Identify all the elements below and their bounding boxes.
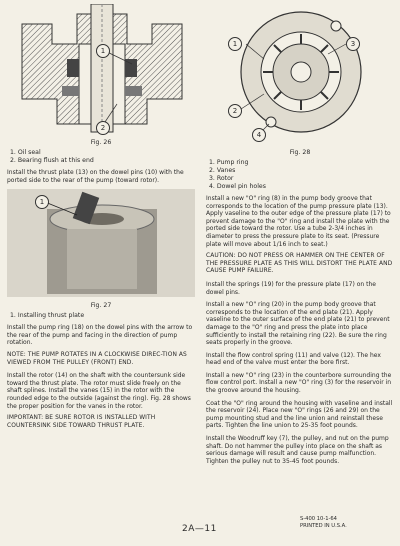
figure-26-caption: Fig. 26 — [90, 139, 112, 146]
oil-seal-cross-section-illustration — [7, 4, 195, 134]
figure-28-callout-3: 3 — [346, 37, 360, 51]
legend-item: 1. Pump ring — [209, 159, 249, 166]
paragraph-reservoir: Coat the "O" ring around the housing with vaseline and install the reservoir (24). Place new "O" rings (26 and 29) on the pump mounting stud and the line union and reinstall these parts. Tighten the line union to 25-35 foot pounds. — [206, 399, 393, 430]
figure-28-legend — [209, 159, 394, 191]
figure-28 — [206, 4, 394, 148]
right-column — [206, 4, 394, 470]
figure-28-callout-4: 4 — [252, 128, 266, 142]
paragraph-end-plate: Install a new "O" ring (20) in the pump body groove that corresponds to the location of the end plate (21). Apply vaseline to the outer surface of the end plate (21) to prevent damage to the "O" ring and press the plate into place sufficiently to install the retaining ring (22). Be sure the ring seats properly in the groove. — [206, 301, 390, 347]
paragraph-pulley: Install the Woodruff key (7), the pulley, and nut on the pump shaft. Do not hammer the pulley into place on the shaft as serious damage will result and cause pump malfunction. Tighten the pulley nut to 35-45 foot pounds. — [206, 435, 389, 465]
page-number: 2A—11 — [182, 524, 217, 534]
figure-27-legend — [10, 312, 195, 320]
pump-rotor-illustration — [206, 4, 394, 144]
figure-28-callout-2: 2 — [228, 104, 242, 118]
paragraph-pressure-plate: Install a new "O" ring (8) in the pump body groove that corresponds to the location of the pump pressure plate (13). Apply vaseline to the outer edge of the pressure plate (17) to prevent damage to the "O" ring and install the plate with the ported side toward the rotor. Use a tube 2-3/4 inches in diameter to press the pressure plate to its seat. (Pressure plate will move about 1/16 inch to seat.) — [206, 195, 391, 248]
figure-26-callout-1: 1 — [96, 44, 110, 58]
legend-item: 4. Dowel pin holes — [209, 183, 266, 190]
paragraph-springs: Install the springs (19) for the pressure plate (17) on the dowel pins. — [206, 280, 376, 296]
legend-item: 1. Installing thrust plate — [10, 312, 85, 320]
paragraph-thrust-plate: Install the thrust plate (13) on the dowel pins (10) with the ported side to the rear of the pump (toward rotor). — [7, 169, 184, 184]
figure-28-callout-1: 1 — [228, 37, 242, 51]
legend-item: 1. Oil seal — [10, 149, 41, 156]
left-column — [7, 4, 195, 435]
paragraph-o-ring: Install a new "O" ring (23) in the counterbore surrounding the flow control port. Install a new "O" ring (3) for the reservoir in the groove around the housing. — [206, 371, 392, 395]
figure-26 — [7, 4, 195, 138]
legend-item: 2. Bearing flush at this end — [10, 157, 94, 164]
figure-27-caption: Fig. 27 — [90, 302, 112, 310]
paragraph-rotor: Install the rotor (14) on the shaft with the countersunk side toward the thrust plate. The rotor must slide freely on the shaft splines. Install the vanes (15) in the rotor with the rounded edge to the outside (against the ring). Fig. 28 shows the proper position for the vanes in the rotor. — [7, 372, 191, 410]
print-info — [300, 516, 347, 530]
figure-27-callout-1: 1 — [35, 195, 49, 209]
legend-item: 2. Vanes — [209, 167, 236, 174]
figure-26-legend — [10, 149, 195, 165]
legend-item: 3. Rotor — [209, 175, 234, 182]
figure-27 — [7, 189, 195, 301]
paragraph-pump-ring: Install the pump ring (18) on the dowel pins with the arrow to the rear of the pump and facing in the direction of pump rotation. — [7, 324, 193, 347]
note-rotation: NOTE: THE PUMP ROTATES IN A CLOCKWISE DIREC-TION AS VIEWED FROM THE PULLEY (FRONT) END. — [7, 351, 187, 366]
document-code: S-400 10-1-64 — [300, 516, 337, 522]
paragraph-flow-control: Install the flow control spring (11) and valve (12). The hex head end of the valve must enter the bore first. — [206, 351, 381, 367]
figure-28-caption: Fig. 28 — [289, 149, 311, 156]
caution-pressure-plate: CAUTION: DO NOT PRESS OR HAMMER ON THE CENTER OF THE PRESSURE PLATE AS THIS WILL DISTORT THE PLATE AND CAUSE PUMP FAILURE. — [206, 253, 393, 275]
figure-26-callout-2: 2 — [96, 121, 110, 135]
printed-in: PRINTED IN U.S.A. — [300, 523, 347, 529]
important-rotor: IMPORTANT: BE SURE ROTOR IS INSTALLED WITH COUNTERSINK SIDE TOWARD THRUST PLATE. — [7, 415, 156, 429]
